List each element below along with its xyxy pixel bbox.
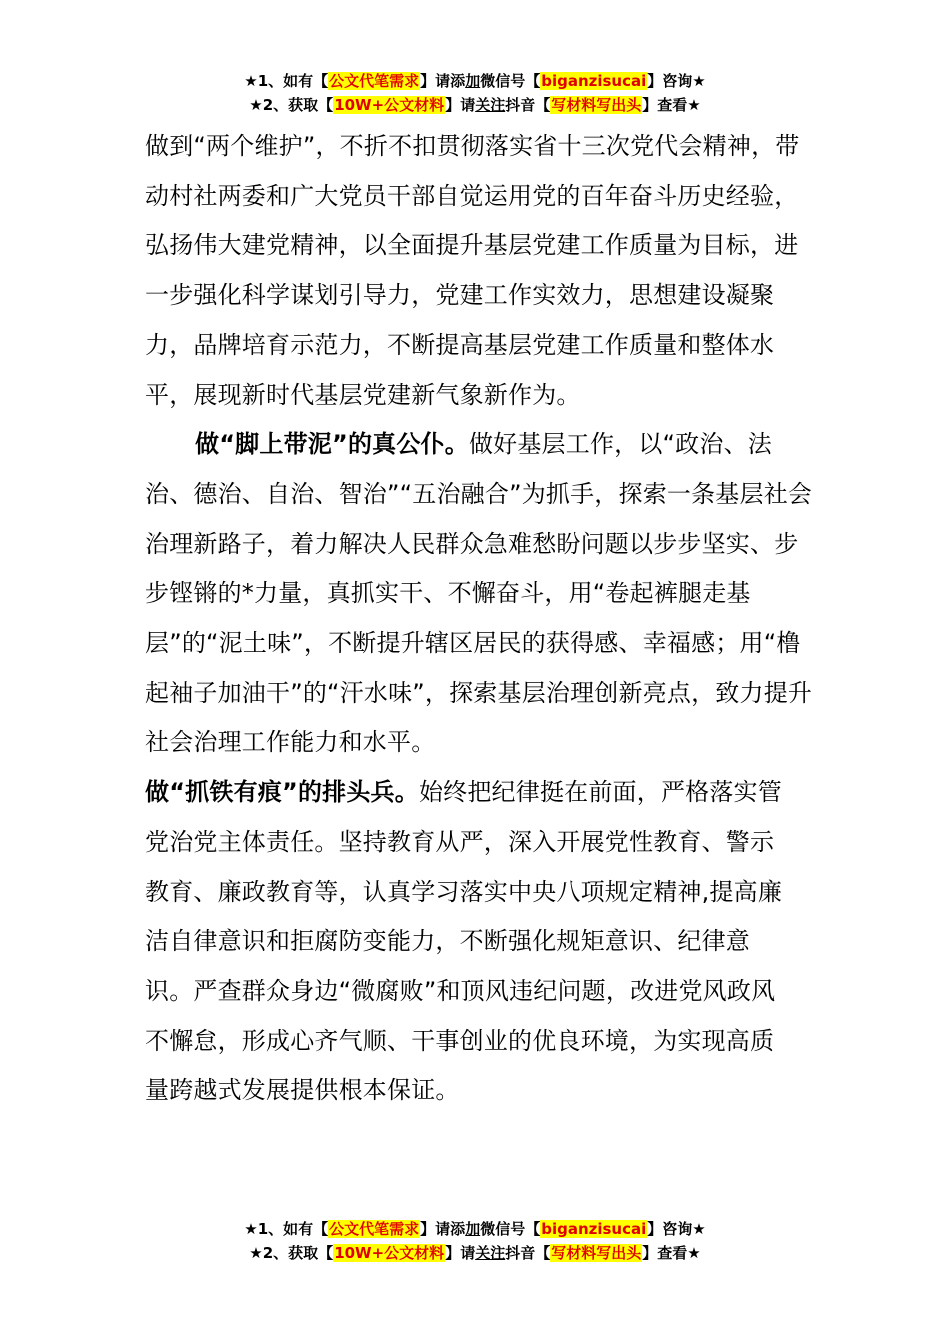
banner-text: 】请	[445, 1244, 476, 1262]
paragraph-3-body: 始终把纪律挺在前面，严格落实管党治党主体责任。坚持教育从严，深入开展党性教育、警示教育、廉政教育等，认真学习落实中央八项规定精神,提高廉洁自律意识和拒腐防变能力，不断强化规矩意识、纪律意识。严查群众身边“微腐败”和顶风违纪问题，改进党风政风不懈怠，形成心齐气顺、干事创业的优良环境，为实现高质量跨越式发展提供根本保证。	[145, 778, 783, 1105]
banner-text: ★1、如有【	[244, 72, 329, 90]
banner-text: 】查看★	[642, 1244, 701, 1262]
banner-text: 】请添	[420, 72, 466, 90]
highlight-wechat-id: biganzisucai	[541, 1220, 647, 1238]
highlight-service: 公文代笔需求	[329, 1220, 420, 1238]
paragraph-2-body: 做好基层工作，以“政治、法治、德治、自治、智治”“五治融合”为抓手，探索一条基层社会治理新路子，着力解决人民群众急难愁盼问题以步步坚实、步步铿锵的*力量，真抓实干、不懈奋斗，用“卷起裤腿走基层”的“泥土味”，不断提升辖区居民的获得感、幸福感；用“橹起袖子加油干”的“汗水味”，探索基层治理创新亮点，致力提升社会治理工作能力和水平。	[145, 430, 813, 757]
highlight-douyin: 写材料写出头	[551, 96, 642, 114]
banner-text: 】请	[445, 96, 476, 114]
banner-text: 】请添	[420, 1220, 466, 1238]
highlight-materials: 10W+公文材料	[334, 1244, 445, 1262]
paragraph-3-heading: 做“抓铁有痕”的排头兵。	[145, 778, 419, 807]
highlight-service: 公文代笔需求	[329, 72, 420, 90]
highlight-douyin: 写材料写出头	[551, 1244, 642, 1262]
paragraph-2-heading: 做“脚上带泥”的真公仆。	[195, 430, 469, 459]
banner-text: ★2、获取【	[249, 96, 334, 114]
banner-text: 】咨询★	[647, 72, 706, 90]
banner-text: 】查看★	[642, 96, 701, 114]
banner-text: 】咨询★	[647, 1220, 706, 1238]
banner-text: ★2、获取【	[249, 1244, 334, 1262]
banner-text: 微信号【	[480, 1220, 541, 1238]
banner-emphasis: 关注	[475, 96, 506, 114]
bottom-banner-line-1	[0, 1218, 950, 1240]
highlight-materials: 10W+公文材料	[334, 96, 445, 114]
banner-text: ★1、如有【	[244, 1220, 329, 1238]
bottom-banner-line-2	[0, 1242, 950, 1264]
top-banner-line-2	[0, 94, 950, 116]
paragraph-3	[145, 768, 785, 1116]
banner-text: 抖音【	[505, 1244, 551, 1262]
highlight-wechat-id: biganzisucai	[541, 72, 647, 90]
banner-text: 微信号【	[480, 72, 541, 90]
top-banner-line-1	[0, 70, 950, 92]
banner-emphasis: 加	[465, 72, 481, 90]
banner-text: 抖音【	[505, 96, 551, 114]
paragraph-1: 做到“两个维护”，不折不扣贯彻落实省十三次党代会精神，带动村社两委和广大党员干部自觉运用党的百年奋斗历史经验，弘扬伟大建党精神，以全面提升基层党建工作质量为目标，进一步强化科学谋划引导力，党建工作实效力，思想建设凝聚力，品牌培育示范力，不断提高基层党建工作质量和整体水平，展现新时代基层党建新气象新作为。	[145, 132, 800, 409]
document-body	[145, 122, 820, 1116]
paragraph-2	[145, 420, 820, 768]
banner-emphasis: 关注	[475, 1244, 506, 1262]
banner-emphasis: 加	[465, 1220, 481, 1238]
